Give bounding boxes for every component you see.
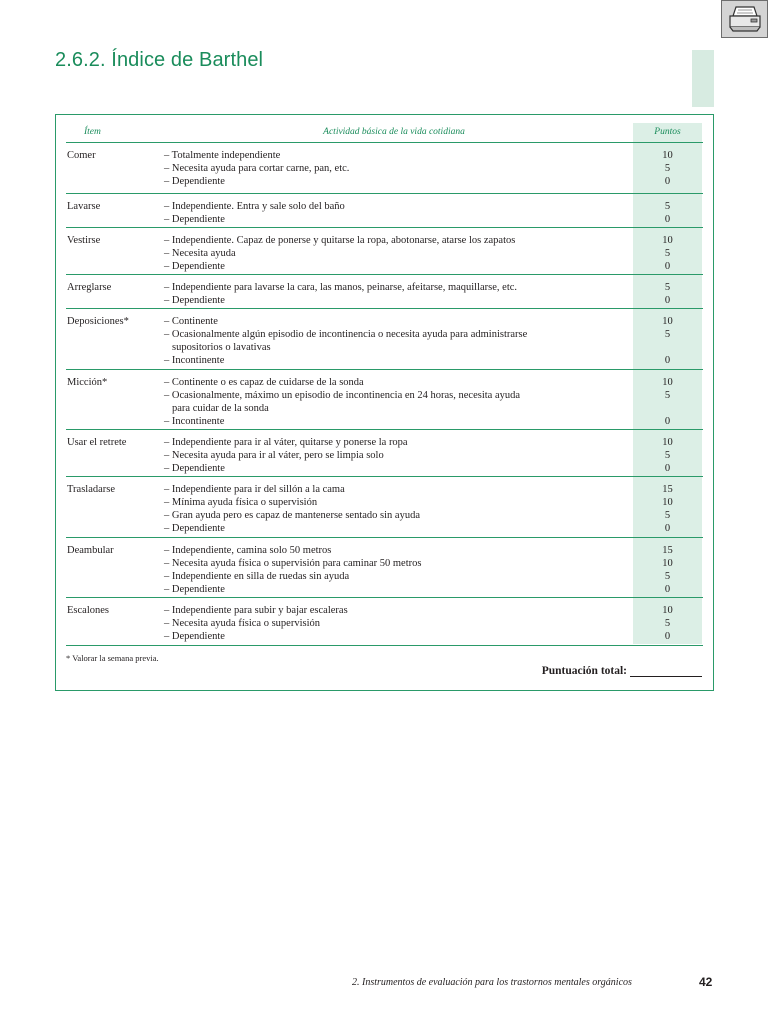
row-item: Usar el retrete — [67, 437, 127, 448]
point-value: 5 — [664, 618, 671, 629]
activity-line: – Independiente. Entra y sale solo del baño — [164, 201, 345, 212]
total-score — [542, 665, 702, 677]
point-value: 10 — [662, 605, 673, 616]
activity-line: – Dependiente — [164, 176, 225, 187]
table-row — [66, 477, 703, 538]
activity-line: – Ocasionalmente algún episodio de incontinencia o necesita ayuda para administrarse — [164, 329, 528, 340]
footnote: * Valorar la semana previa. — [66, 653, 159, 663]
header-activity: Actividad básica de la vida cotidiana — [323, 127, 465, 137]
table-row — [66, 430, 703, 477]
activity-line: – Independiente para ir al váter, quitarse y ponerse la ropa — [164, 437, 408, 448]
activity-line: – Totalmente independiente — [164, 150, 281, 161]
total-score-label: Puntuación total: — [541, 665, 627, 677]
activity-line-continued: supositorios o lavativas — [172, 342, 271, 353]
activity-line: – Continente — [164, 316, 218, 327]
point-value: 5 — [664, 450, 671, 461]
table-body — [66, 143, 703, 646]
row-item: Arreglarse — [67, 282, 112, 293]
point-value: 5 — [664, 510, 671, 521]
activity-line: – Independiente. Capaz de ponerse y quitarse la ropa, abotonarse, atarse los zapatos — [164, 235, 516, 246]
activity-line: – Incontinente — [164, 355, 225, 366]
activity-line: – Necesita ayuda física o supervisión — [164, 618, 320, 629]
table-row — [66, 228, 703, 275]
row-item: Comer — [67, 150, 96, 161]
row-item: Lavarse — [67, 201, 101, 212]
activity-line: – Dependiente — [164, 261, 225, 272]
activity-line: – Independiente para lavarse la cara, las manos, peinarse, afeitarse, maquillarse, etc. — [164, 282, 518, 293]
header-item: Ítem — [84, 127, 101, 137]
row-item: Vestirse — [67, 235, 101, 246]
point-value: 0 — [664, 355, 671, 366]
activity-line: – Dependiente — [164, 631, 225, 642]
chapter-tab-marker — [692, 50, 714, 107]
point-value: 0 — [664, 176, 671, 187]
row-item: Micción* — [67, 377, 108, 388]
print-button[interactable] — [721, 0, 768, 38]
activity-line: – Independiente para ir del sillón a la cama — [164, 484, 345, 495]
point-value: 5 — [664, 163, 671, 174]
point-value: 15 — [662, 545, 673, 556]
table-row — [66, 370, 703, 430]
activity-line: – Necesita ayuda física o supervisión para caminar 50 metros — [164, 558, 422, 569]
point-value: 0 — [664, 523, 671, 534]
point-value: 10 — [662, 150, 673, 161]
point-value: 15 — [662, 484, 673, 495]
activity-line: – Necesita ayuda — [164, 248, 236, 259]
point-value: 10 — [662, 558, 673, 569]
footer-chapter: 2. Instrumentos de evaluación para los trastornos mentales orgánicos — [352, 977, 632, 988]
table-row — [66, 194, 703, 228]
row-item: Deposiciones* — [67, 316, 129, 327]
table-row — [66, 275, 703, 309]
activity-line: – Dependiente — [164, 584, 225, 595]
point-value: 5 — [664, 282, 671, 293]
activity-line: – Necesita ayuda para cortar carne, pan, etc. — [164, 163, 350, 174]
page-number: 42 — [699, 975, 713, 989]
table-row — [66, 143, 703, 194]
point-value: 0 — [664, 416, 671, 427]
point-value: 0 — [664, 214, 671, 225]
point-value: 0 — [664, 295, 671, 306]
point-value: 5 — [664, 329, 671, 340]
point-value: 10 — [662, 377, 673, 388]
point-value: 10 — [662, 437, 673, 448]
point-value: 5 — [664, 248, 671, 259]
table-row — [66, 309, 703, 370]
point-value: 5 — [664, 390, 671, 401]
activity-line: – Ocasionalmente, máximo un episodio de incontinencia en 24 horas, necesita ayuda — [164, 390, 521, 401]
point-value: 5 — [664, 201, 671, 212]
point-value: 0 — [664, 463, 671, 474]
barthel-table-frame — [55, 114, 714, 691]
point-value: 5 — [664, 571, 671, 582]
activity-line-continued: para cuidar de la sonda — [172, 403, 269, 414]
activity-line: – Continente o es capaz de cuidarse de la sonda — [164, 377, 364, 388]
activity-line: – Incontinente — [164, 416, 225, 427]
activity-line: – Dependiente — [164, 214, 225, 225]
table-row — [66, 598, 703, 646]
point-value: 10 — [662, 235, 673, 246]
activity-line: – Dependiente — [164, 295, 225, 306]
header-points: Puntos — [654, 127, 681, 137]
activity-line: – Dependiente — [164, 523, 225, 534]
activity-line: – Gran ayuda pero es capaz de mantenerse sentado sin ayuda — [164, 510, 420, 521]
total-score-blank — [630, 665, 702, 677]
page-title: 2.6.2. Índice de Barthel — [55, 49, 264, 71]
activity-line: – Dependiente — [164, 463, 225, 474]
activity-line: – Independiente para subir y bajar escaleras — [164, 605, 348, 616]
point-value: 10 — [662, 497, 673, 508]
point-value: 0 — [664, 631, 671, 642]
activity-line: – Independiente en silla de ruedas sin ayuda — [164, 571, 350, 582]
point-value: 0 — [664, 261, 671, 272]
row-item: Deambular — [67, 545, 114, 556]
table-row — [66, 538, 703, 598]
activity-line: – Necesita ayuda para ir al váter, pero se limpia solo — [164, 450, 384, 461]
row-item: Trasladarse — [67, 484, 116, 495]
point-value: 10 — [662, 316, 673, 327]
activity-line: – Mínima ayuda física o supervisión — [164, 497, 318, 508]
activity-line: – Independiente, camina solo 50 metros — [164, 545, 332, 556]
row-item: Escalones — [67, 605, 109, 616]
point-value: 0 — [664, 584, 671, 595]
printer-icon — [727, 4, 763, 34]
